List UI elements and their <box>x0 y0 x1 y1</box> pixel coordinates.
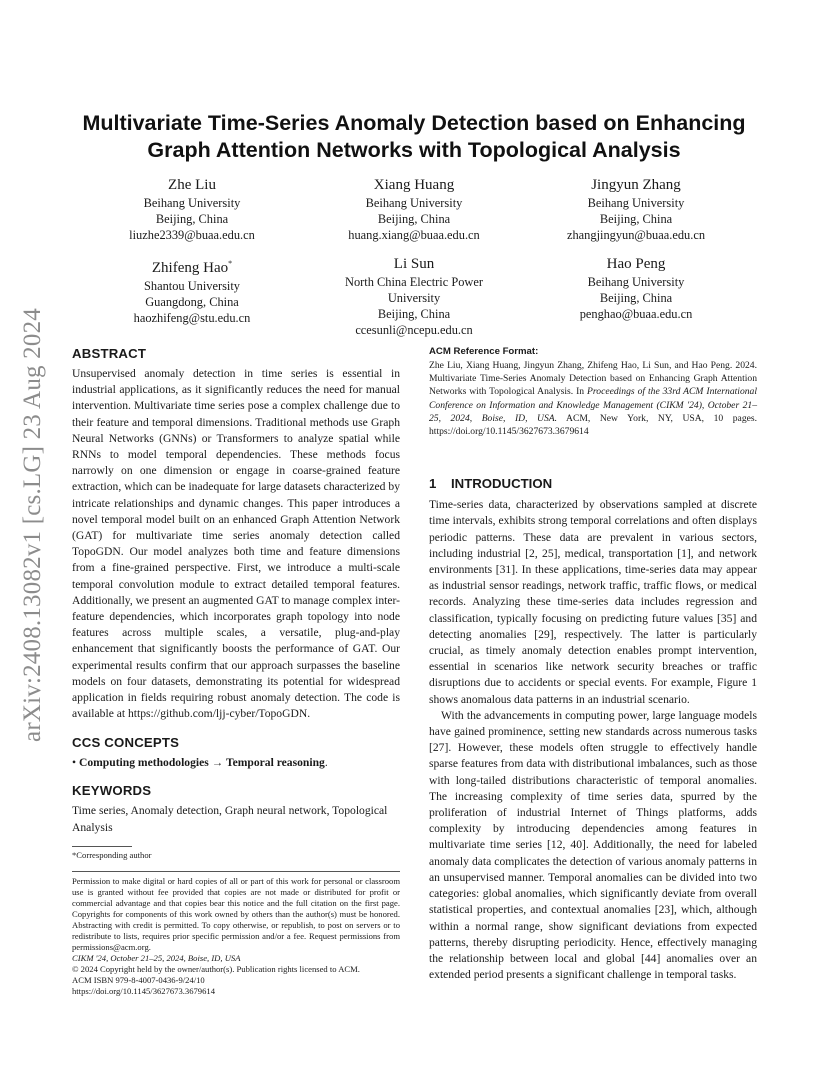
abstract-heading: ABSTRACT <box>72 346 147 361</box>
author-affiliation: University <box>387 291 441 305</box>
ccs-bullet: • <box>72 756 77 770</box>
author-location: Beijing, China <box>599 291 673 305</box>
corresponding-author-mark: * <box>228 259 233 268</box>
author-affiliation: North China Electric Power <box>345 275 483 289</box>
copyright-line: © 2024 Copyright held by the owner/author(s). Publication rights licensed to ACM. <box>72 963 360 974</box>
arxiv-identifier-stamp <box>8 285 58 765</box>
author-location: Beijing, China <box>599 212 673 226</box>
author-affiliation: Beihang University <box>365 196 463 210</box>
author-affiliation: Beihang University <box>587 196 685 210</box>
author-block <box>304 255 524 338</box>
author-email: ccesunli@ncepu.edu.cn <box>355 323 473 337</box>
author-affiliation: Beihang University <box>143 196 241 210</box>
left-column <box>72 346 400 997</box>
author-email: penghao@buaa.edu.cn <box>579 307 693 321</box>
ccs-item: • Computing methodologies → Temporal reasoning. <box>72 756 328 770</box>
introduction-paragraph: With the advancements in computing power, large language models have gained prominence, setting new standards across numerous tasks [27]. However, these models often struggle to effectively handle sparse features from data with distributional imbalances, such as those with long-tailed distributions characteristic of temporal anomalies. The increasing complexity of time series data, spurred by the proliferation of industrial Internet of Things platforms, adds complexity by introducing dependencies among features in multivariate time series [12, 40]. Additionally, the need for labeled anomaly data complicates the detection of various anomaly patterns in an unsupervised manner. Temporal anomalies can be divided into two categories: global anomalies, which significantly deviate from overall statistical properties, and contextual anomalies [23], which, although within a normal range, show significant deviations from expected patterns, thereby disrupting periodicity. Hence, effectively managing the relationship between local and global [44] anomalies over an extended period presents a significant challenge in temporal tasks. <box>429 708 757 982</box>
author-name: Xiang Huang <box>373 177 455 193</box>
permission-divider <box>72 871 400 872</box>
author-block <box>526 255 746 322</box>
author-block <box>82 176 302 243</box>
paper-title: Multivariate Time-Series Anomaly Detection based on Enhancing Graph Attention Networks with Topological Analysis <box>82 111 746 162</box>
right-column <box>429 346 757 983</box>
author-location: Guangdong, China <box>145 295 239 309</box>
author-block <box>304 176 524 243</box>
author-name: Li Sun <box>393 256 435 272</box>
isbn-line: ACM ISBN 979-8-4007-0436-9/24/10 <box>72 974 205 985</box>
keywords-heading: KEYWORDS <box>72 783 152 799</box>
footnote-divider <box>72 846 132 847</box>
ccs-heading: CCS CONCEPTS <box>72 735 180 751</box>
author-affiliation: Beihang University <box>587 275 685 289</box>
arxiv-identifier-text: arXiv:2408.13082v1 [cs.LG] 23 Aug 2024 <box>19 308 47 742</box>
author-location: Beijing, China <box>377 212 451 226</box>
permission-notice: Permission to make digital or hard copies of all or part of this work for personal or classroom use is granted without fee provided that copies are not made or distributed for profit or commercial advantage and that copies bear this notice and the full citation on the first page. Copyrights for components of this work owned by others than the author(s) must be honored. Abstracting with credit is permitted. To copy otherwise, or republish, to post on servers or to redistribute to lists, requires prior specific permission and/or a fee. Request permissions from permissions@acm.org. <box>72 875 400 952</box>
acm-reference-proceedings: Proceedings of the 33rd ACM International Conference on Information and Knowledge Management (CIKM '24), October 21–25, 2024, Boise, ID, USA. <box>429 386 757 424</box>
author-email: huang.xiang@buaa.edu.cn <box>348 228 480 242</box>
section-number: 1 <box>429 476 437 492</box>
introduction-paragraph: Time-series data, characterized by observations sampled at discrete time intervals, exhibits strong temporal correlations and often displays periodic patterns. These data are prevalent in various sectors, including industrial [2, 25], medical, transportation [1], and network environments [31]. In these applications, time-series data may appear as industrial sensor readings, network traffic, traffic flows, or medical records. Analyzing these time-series data includes regression and classification, typically focusing on predicting future values [35] and detecting anomalies [29], respectively. The latter is particularly crucial, as timely anomaly detection enables prompt intervention, essential in scenarios like network security breaches or traffic disruptions due to accidents or special events. For example, Figure 1 shows anomalous data patterns in an industrial scenario. <box>429 498 757 706</box>
abstract-text: Unsupervised anomaly detection in time series is essential in industrial applications, as it significantly reduces the need for manual intervention. Multivariate time series pose a complex challenge due to their feature and temporal dimensions. Traditional methods use Graph Neural Networks (GNNs) or Transformers to analyze spatial while RNNs to model temporal dependencies. These methods focus narrowly on one dimension or engage in coarse-grained feature extraction, which can be inadequate for large datasets characterized by intricate relationships and dynamic changes. This paper introduces a novel temporal model built on an enhanced Graph Attention Network (GAT) for multivariate time series anomaly detection called TopoGDN. Our model analyzes both time and feature dimensions from a fine-grained perspective. First, we introduce a multi-scale temporal convolution module to extract detailed temporal features. Additionally, we present an augmented GAT to manage complex inter-feature dependencies, which incorporates graph topology into node features across multiple scales, a versatile, plug-and-play enhancement that significantly boosts the performance of GAT. Our experimental results confirm that our approach surpasses the baseline models on four datasets, demonstrating its potential for widespread application in fields requiring robust anomaly detection. The code is available at https://github.com/ljj-cyber/TopoGDN. <box>72 367 400 721</box>
author-name: Zhifeng Hao* <box>151 259 233 276</box>
author-block <box>82 255 302 326</box>
author-name: Jingyun Zhang <box>591 177 681 193</box>
author-name: Zhe Liu <box>168 177 216 193</box>
author-location: Beijing, China <box>155 212 229 226</box>
author-name: Hao Peng <box>606 256 666 272</box>
author-email: haozhifeng@stu.edu.cn <box>133 311 251 325</box>
conference-info: CIKM '24, October 21–25, 2024, Boise, ID, USA <box>72 952 241 963</box>
acm-reference-heading: ACM Reference Format: <box>429 346 539 357</box>
author-block <box>526 176 746 243</box>
author-affiliation: Shantou University <box>143 279 241 293</box>
acm-reference-text: Zhe Liu, Xiang Huang, Jingyun Zhang, Zhifeng Hao, Li Sun, and Hao Peng. 2024. Multivariate Time-Series Anomaly Detection based on Enhancing Graph Attention Networks with Topological Analysis. In Proceedings of the 33rd ACM International Conference on Information and Knowledge Management (CIKM '24), October 21–25, 2024, Boise, ID, USA. ACM, New York, NY, USA, 10 pages. https://doi.org/10.1145/3627673.3679614 <box>429 360 758 438</box>
keywords-text: Time series, Anomaly detection, Graph neural network, Topological Analysis <box>72 804 388 834</box>
author-location: Beijing, China <box>377 307 451 321</box>
introduction-heading: 1 INTRODUCTION <box>429 476 553 492</box>
corresponding-author-footnote: *Corresponding author <box>72 849 152 860</box>
ccs-concept: Computing methodologies → Temporal reasoning <box>78 756 325 770</box>
author-email: zhangjingyun@buaa.edu.cn <box>566 228 706 242</box>
author-email: liuzhe2339@buaa.edu.cn <box>129 228 255 242</box>
doi-link[interactable]: https://doi.org/10.1145/3627673.3679614 <box>72 985 215 996</box>
